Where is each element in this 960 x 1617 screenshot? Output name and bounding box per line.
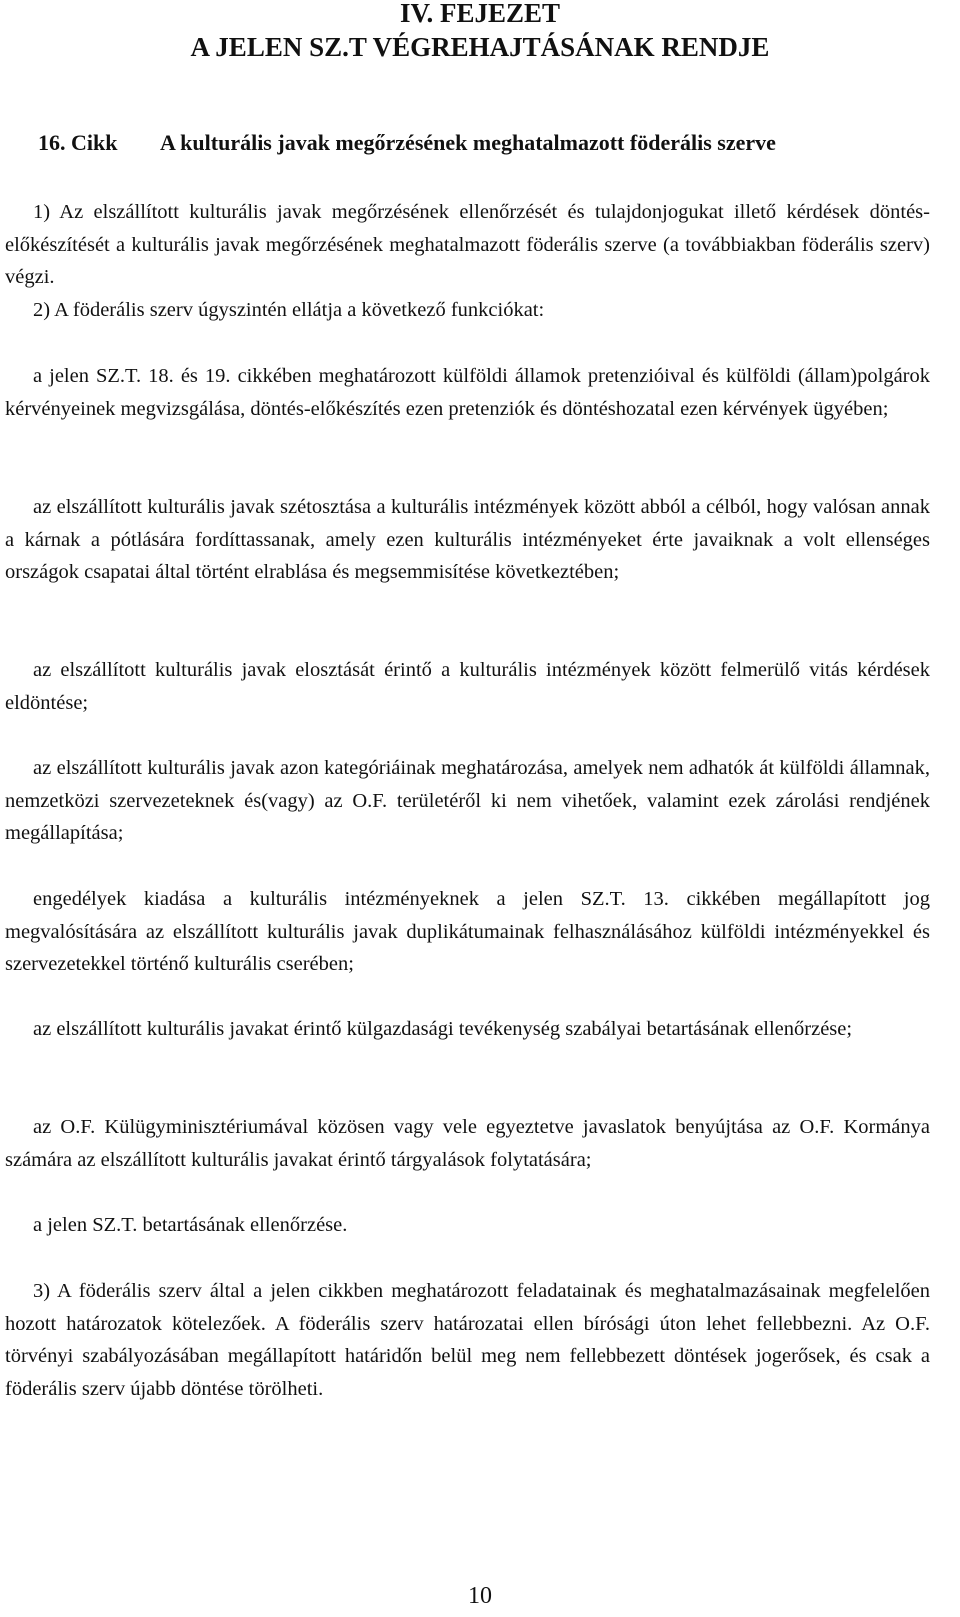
chapter-number: IV. FEJEZET bbox=[399, 0, 561, 28]
paragraph-2: 2) A föderális szerv úgyszintén ellátja a következő funkciókat: bbox=[33, 299, 545, 321]
list-item-disputes: az elszállított kulturális javak elosztását érintő a kulturális intézmények között felmerülő vitás kérdések eldöntése; bbox=[5, 659, 930, 714]
chapter-title: A JELEN SZ.T VÉGREHAJTÁSÁNAK RENDJE bbox=[190, 32, 770, 62]
list-item-compliance: a jelen SZ.T. betartásának ellenőrzése. bbox=[33, 1214, 348, 1236]
list-item-foreign-trade: az elszállított kulturális javakat érintő külgazdasági tevékenység szabályai betartásának ellenőrzése; bbox=[33, 1018, 853, 1040]
article-number: 16. Cikk bbox=[38, 130, 118, 155]
list-item-permits: engedélyek kiadása a kulturális intézményeknek a jelen SZ.T. 13. cikkében megállapított jog megvalósítására az elszállított kulturális javak duplikátumainak felhasználásához külföldi intézményekkel és szervezetekkel történő kulturális cserében; bbox=[5, 888, 930, 976]
paragraph-1: 1) Az elszállított kulturális javak megőrzésének ellenőrzését és tulajdonjogukat illető kérdések döntés-előkészítését a kulturális javak megőrzésének meghatalmazott föderális szerve (a továbbiakban föderális szerv) végzi. bbox=[5, 201, 930, 289]
page-number: 10 bbox=[468, 1583, 492, 1609]
article-heading bbox=[38, 130, 776, 156]
list-item-negotiations: az O.F. Külügyminisztériumával közösen vagy vele egyeztetve javaslatok benyújtása az O.F. Kormánya számára az elszállított kulturális javakat érintő tárgyalások folytatására; bbox=[5, 1116, 930, 1171]
list-item-distribution: az elszállított kulturális javak szétosztása a kulturális intézmények között abból a célból, hogy valósan annak a kárnak a pótlására fordíttassanak, amely ezen kulturális intézményeket érte javaiknak a volt ellenséges országok csapatai által történt elrablása és megsemmisítése következtében; bbox=[5, 496, 930, 584]
list-item-pretensions: a jelen SZ.T. 18. és 19. cikkében meghatározott külföldi államok pretenzióival és külföldi (állam)polgárok kérvényeinek megvizsgálása, döntés-előkészítés ezen pretenziók és döntéshozatal ezen kérvények ügyében; bbox=[5, 365, 930, 420]
list-item-categories: az elszállított kulturális javak azon kategóriáinak meghatározása, amelyek nem adhatók át külföldi államnak, nemzetközi szervezeteknek és(vagy) az O.F. területéről ki nem vihetőek, valamint ezek zárolási rendjének megállapítása; bbox=[5, 757, 930, 845]
article-title: A kulturális javak megőrzésének meghatalmazott föderális szerve bbox=[160, 130, 776, 155]
paragraph-3: 3) A föderális szerv által a jelen cikkben meghatározott feladatainak és meghatalmazásainak megfelelően hozott határozatok kötelezőek. A föderális szerv határozatai ellen bírósági úton lehet fellebbezni. Az O.F. törvényi szabályozásában megállapított határidőn belül meg nem fellebbezett döntések jogerősek, és csak a föderális szerv újabb döntése törölheti. bbox=[5, 1280, 930, 1400]
